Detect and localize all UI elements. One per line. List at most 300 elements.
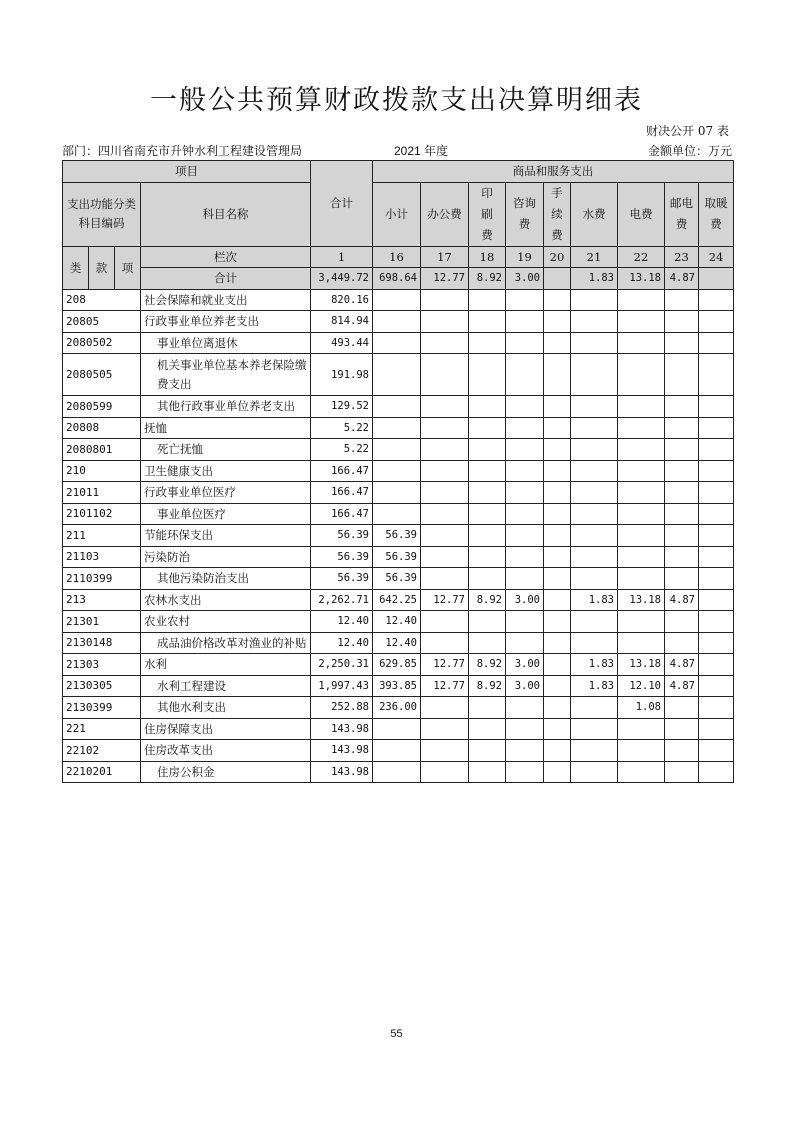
amount-cell <box>506 439 544 461</box>
amount-cell: 8.92 <box>469 589 506 611</box>
amount-cell <box>544 311 571 333</box>
amount-cell <box>469 697 506 719</box>
table-row <box>63 396 734 418</box>
amount-cell <box>571 546 618 568</box>
amount-cell <box>506 503 544 525</box>
amount-cell <box>665 761 699 783</box>
header-subject-name: 科目名称 <box>141 182 311 246</box>
amount-cell <box>665 354 699 396</box>
amount-cell <box>421 503 469 525</box>
amount-cell <box>544 761 571 783</box>
amount-cell <box>373 482 421 504</box>
amount-cell <box>506 332 544 354</box>
amount-cell <box>618 546 665 568</box>
total-cell: 3,449.72 <box>311 268 373 290</box>
amount-unit: 金额单位：万元 <box>647 144 732 158</box>
amount-cell <box>373 417 421 439</box>
table-row <box>63 740 734 762</box>
table-row <box>63 675 734 697</box>
header-water-fee: 水费 <box>571 182 618 246</box>
amount-cell <box>571 396 618 418</box>
subject-name-cell: 机关事业单位基本养老保险缴费支出 <box>141 354 311 396</box>
amount-cell <box>373 396 421 418</box>
total-cell <box>699 268 734 290</box>
amount-cell: 56.39 <box>373 568 421 590</box>
table-row <box>63 332 734 354</box>
amount-cell <box>618 740 665 762</box>
table-row <box>63 525 734 547</box>
amount-cell <box>469 417 506 439</box>
amount-cell: 2,262.71 <box>311 589 373 611</box>
amount-cell: 493.44 <box>311 332 373 354</box>
amount-cell: 12.40 <box>373 611 421 633</box>
amount-cell: 1,997.43 <box>311 675 373 697</box>
amount-cell <box>665 503 699 525</box>
total-cell: 4.87 <box>665 268 699 290</box>
column-number-cell: 16 <box>373 246 421 268</box>
total-cell: 12.77 <box>421 268 469 290</box>
amount-cell <box>699 761 734 783</box>
amount-cell <box>618 460 665 482</box>
subject-code-cell: 2130148 <box>63 632 141 654</box>
amount-cell: 56.39 <box>373 546 421 568</box>
table-row <box>63 568 734 590</box>
amount-cell: 2,250.31 <box>311 654 373 676</box>
amount-cell <box>618 289 665 311</box>
subject-name-cell: 住房改革支出 <box>141 740 311 762</box>
amount-cell: 12.40 <box>373 632 421 654</box>
amount-cell <box>469 611 506 633</box>
amount-cell <box>421 740 469 762</box>
amount-cell <box>506 697 544 719</box>
amount-cell: 1.83 <box>571 675 618 697</box>
amount-cell <box>506 546 544 568</box>
amount-cell: 56.39 <box>311 546 373 568</box>
amount-cell <box>544 396 571 418</box>
amount-cell <box>373 718 421 740</box>
amount-cell <box>373 740 421 762</box>
header-printing-fee: 印刷费 <box>469 182 506 246</box>
amount-cell <box>618 482 665 504</box>
amount-cell <box>421 332 469 354</box>
amount-cell <box>544 568 571 590</box>
subject-name-cell: 污染防治 <box>141 546 311 568</box>
amount-cell <box>544 482 571 504</box>
table-row <box>63 482 734 504</box>
subject-code-cell: 2080502 <box>63 332 141 354</box>
amount-cell <box>665 311 699 333</box>
amount-cell <box>544 654 571 676</box>
table-row <box>63 718 734 740</box>
subject-code-cell: 20808 <box>63 417 141 439</box>
amount-cell <box>373 332 421 354</box>
header-postal-fee: 邮电费 <box>665 182 699 246</box>
header-handling-fee: 手续费 <box>544 182 571 246</box>
amount-cell <box>544 611 571 633</box>
amount-cell <box>699 332 734 354</box>
fiscal-year: 2021 年度 <box>394 144 449 158</box>
amount-cell <box>373 761 421 783</box>
table-row <box>63 589 734 611</box>
subject-code-cell: 210 <box>63 460 141 482</box>
amount-cell <box>571 697 618 719</box>
amount-cell <box>469 311 506 333</box>
column-number-cell: 17 <box>421 246 469 268</box>
header-total: 合计 <box>311 161 373 247</box>
amount-cell <box>506 289 544 311</box>
amount-cell: 56.39 <box>311 525 373 547</box>
amount-cell <box>421 460 469 482</box>
amount-cell <box>571 503 618 525</box>
total-cell: 13.18 <box>618 268 665 290</box>
amount-cell <box>469 718 506 740</box>
amount-cell <box>469 482 506 504</box>
amount-cell <box>618 503 665 525</box>
amount-cell <box>506 611 544 633</box>
subject-name-cell: 社会保障和就业支出 <box>141 289 311 311</box>
amount-cell: 166.47 <box>311 460 373 482</box>
amount-cell <box>469 354 506 396</box>
amount-cell <box>469 460 506 482</box>
amount-cell <box>571 482 618 504</box>
header-heji: 合计 <box>141 268 311 290</box>
subject-name-cell: 住房公积金 <box>141 761 311 783</box>
amount-cell <box>699 503 734 525</box>
subject-code-cell: 21103 <box>63 546 141 568</box>
table-row <box>63 697 734 719</box>
amount-cell <box>506 354 544 396</box>
amount-cell: 1.83 <box>571 589 618 611</box>
amount-cell <box>699 525 734 547</box>
amount-cell <box>618 439 665 461</box>
subject-name-cell: 其他行政事业单位养老支出 <box>141 396 311 418</box>
amount-cell <box>421 697 469 719</box>
header-func-class-line2: 科目编码 <box>78 216 125 230</box>
amount-cell <box>665 697 699 719</box>
header-lanci: 栏次 <box>141 246 311 268</box>
amount-cell: 12.40 <box>311 611 373 633</box>
header-heating-fee: 取暖费 <box>699 182 734 246</box>
amount-cell <box>544 697 571 719</box>
subject-code-cell: 2101102 <box>63 503 141 525</box>
amount-cell <box>571 417 618 439</box>
amount-cell <box>544 546 571 568</box>
subject-name-cell: 行政事业单位医疗 <box>141 482 311 504</box>
amount-cell <box>618 761 665 783</box>
table-row <box>63 311 734 333</box>
total-cell <box>544 268 571 290</box>
amount-cell <box>571 718 618 740</box>
amount-cell: 393.85 <box>373 675 421 697</box>
amount-cell <box>665 396 699 418</box>
amount-cell <box>544 740 571 762</box>
subject-code-cell: 21011 <box>63 482 141 504</box>
amount-cell <box>665 546 699 568</box>
amount-cell <box>373 460 421 482</box>
subject-name-cell: 卫生健康支出 <box>141 460 311 482</box>
amount-cell <box>506 311 544 333</box>
amount-cell <box>506 718 544 740</box>
amount-cell <box>699 568 734 590</box>
amount-cell <box>373 503 421 525</box>
amount-cell <box>373 439 421 461</box>
amount-cell <box>506 740 544 762</box>
subject-name-cell: 事业单位医疗 <box>141 503 311 525</box>
amount-cell <box>544 525 571 547</box>
amount-cell <box>699 354 734 396</box>
column-number-cell: 22 <box>618 246 665 268</box>
amount-cell: 236.00 <box>373 697 421 719</box>
amount-cell <box>699 611 734 633</box>
column-number-cell: 18 <box>469 246 506 268</box>
amount-cell <box>544 289 571 311</box>
amount-cell <box>469 332 506 354</box>
amount-cell <box>699 482 734 504</box>
table-row <box>63 460 734 482</box>
amount-cell <box>618 611 665 633</box>
header-kuan: 款 <box>89 246 115 289</box>
amount-cell <box>571 525 618 547</box>
amount-cell <box>618 525 665 547</box>
amount-cell <box>665 289 699 311</box>
header-lei: 类 <box>63 246 89 289</box>
subject-code-cell: 2110399 <box>63 568 141 590</box>
amount-cell <box>544 632 571 654</box>
subject-code-cell: 21303 <box>63 654 141 676</box>
amount-cell <box>544 354 571 396</box>
subject-code-cell: 213 <box>63 589 141 611</box>
subject-code-cell: 2080801 <box>63 439 141 461</box>
amount-cell <box>421 761 469 783</box>
header-project: 项目 <box>63 161 311 183</box>
amount-cell: 252.88 <box>311 697 373 719</box>
amount-cell <box>571 632 618 654</box>
table-row <box>63 503 734 525</box>
amount-cell <box>665 568 699 590</box>
subject-name-cell: 其他水利支出 <box>141 697 311 719</box>
amount-cell <box>544 718 571 740</box>
amount-cell: 4.87 <box>665 654 699 676</box>
subject-code-cell: 2210201 <box>63 761 141 783</box>
table-row <box>63 546 734 568</box>
expenditure-table <box>62 160 734 783</box>
amount-cell: 166.47 <box>311 503 373 525</box>
amount-cell <box>373 354 421 396</box>
amount-cell: 8.92 <box>469 675 506 697</box>
subject-code-cell: 22102 <box>63 740 141 762</box>
subject-name-cell: 抚恤 <box>141 417 311 439</box>
amount-cell <box>469 396 506 418</box>
amount-cell: 12.10 <box>618 675 665 697</box>
amount-cell <box>665 740 699 762</box>
amount-cell <box>665 417 699 439</box>
amount-cell <box>469 546 506 568</box>
amount-cell <box>699 654 734 676</box>
amount-cell <box>665 332 699 354</box>
subject-code-cell: 20805 <box>63 311 141 333</box>
form-number: 财决公开 07 表 <box>646 124 729 138</box>
amount-cell <box>469 525 506 547</box>
amount-cell <box>571 311 618 333</box>
amount-cell <box>618 568 665 590</box>
amount-cell <box>421 546 469 568</box>
amount-cell <box>469 568 506 590</box>
column-number-cell: 19 <box>506 246 544 268</box>
amount-cell <box>421 632 469 654</box>
page-number: 55 <box>390 1028 403 1040</box>
amount-cell <box>421 718 469 740</box>
page-title: 一般公共预算财政拨款支出决算明细表 <box>150 85 643 116</box>
amount-cell <box>469 761 506 783</box>
amount-cell <box>421 482 469 504</box>
amount-cell: 143.98 <box>311 718 373 740</box>
column-number-cell: 20 <box>544 246 571 268</box>
amount-cell: 820.16 <box>311 289 373 311</box>
subject-name-cell: 节能环保支出 <box>141 525 311 547</box>
column-number-cell: 1 <box>311 246 373 268</box>
amount-cell: 3.00 <box>506 675 544 697</box>
amount-cell <box>421 396 469 418</box>
department-label: 部门：四川省南充市升钟水利工程建设管理局 <box>62 144 303 158</box>
amount-cell <box>469 503 506 525</box>
amount-cell: 3.00 <box>506 654 544 676</box>
amount-cell <box>665 718 699 740</box>
amount-cell <box>421 289 469 311</box>
amount-cell: 56.39 <box>311 568 373 590</box>
amount-cell: 56.39 <box>373 525 421 547</box>
table-row <box>63 354 734 396</box>
amount-cell <box>618 632 665 654</box>
amount-cell <box>665 632 699 654</box>
amount-cell <box>506 525 544 547</box>
amount-cell: 4.87 <box>665 589 699 611</box>
subject-name-cell: 其他污染防治支出 <box>141 568 311 590</box>
amount-cell <box>544 417 571 439</box>
amount-cell: 143.98 <box>311 761 373 783</box>
amount-cell <box>421 311 469 333</box>
amount-cell: 12.77 <box>421 589 469 611</box>
total-cell: 698.64 <box>373 268 421 290</box>
amount-cell <box>506 396 544 418</box>
amount-cell <box>618 417 665 439</box>
amount-cell <box>506 482 544 504</box>
amount-cell <box>699 697 734 719</box>
amount-cell <box>373 289 421 311</box>
amount-cell: 3.00 <box>506 589 544 611</box>
subject-code-cell: 2080599 <box>63 396 141 418</box>
amount-cell <box>699 740 734 762</box>
amount-cell: 1.08 <box>618 697 665 719</box>
amount-cell <box>665 439 699 461</box>
amount-cell <box>699 460 734 482</box>
table-row <box>63 761 734 783</box>
amount-cell <box>469 632 506 654</box>
table-row <box>63 632 734 654</box>
amount-cell <box>699 311 734 333</box>
amount-cell <box>544 675 571 697</box>
subject-code-cell: 2130305 <box>63 675 141 697</box>
amount-cell <box>469 439 506 461</box>
amount-cell: 642.25 <box>373 589 421 611</box>
subject-code-cell: 211 <box>63 525 141 547</box>
amount-cell <box>571 439 618 461</box>
amount-cell: 12.77 <box>421 675 469 697</box>
header-office-fee: 办公费 <box>421 182 469 246</box>
column-number-cell: 23 <box>665 246 699 268</box>
table-row <box>63 417 734 439</box>
table-row <box>63 439 734 461</box>
subject-name-cell: 住房保障支出 <box>141 718 311 740</box>
amount-cell <box>544 460 571 482</box>
amount-cell: 12.40 <box>311 632 373 654</box>
amount-cell <box>618 718 665 740</box>
subject-code-cell: 21301 <box>63 611 141 633</box>
amount-cell: 5.22 <box>311 417 373 439</box>
amount-cell <box>618 354 665 396</box>
subject-name-cell: 死亡抚恤 <box>141 439 311 461</box>
amount-cell <box>699 718 734 740</box>
amount-cell <box>421 354 469 396</box>
total-cell: 1.83 <box>571 268 618 290</box>
amount-cell <box>571 568 618 590</box>
amount-cell: 13.18 <box>618 654 665 676</box>
amount-cell <box>571 611 618 633</box>
amount-cell <box>571 354 618 396</box>
subject-code-cell: 208 <box>63 289 141 311</box>
subject-name-cell: 行政事业单位养老支出 <box>141 311 311 333</box>
amount-cell <box>506 632 544 654</box>
subject-code-cell: 2130399 <box>63 697 141 719</box>
amount-cell <box>699 396 734 418</box>
amount-cell <box>421 417 469 439</box>
amount-cell <box>699 675 734 697</box>
amount-cell <box>571 460 618 482</box>
table-row <box>63 654 734 676</box>
amount-cell <box>665 460 699 482</box>
subject-code-cell: 2080505 <box>63 354 141 396</box>
header-xiang: 项 <box>115 246 141 289</box>
amount-cell <box>665 525 699 547</box>
amount-cell <box>421 525 469 547</box>
amount-cell <box>544 439 571 461</box>
amount-cell: 1.83 <box>571 654 618 676</box>
subject-name-cell: 水利 <box>141 654 311 676</box>
table-row <box>63 289 734 311</box>
total-cell: 3.00 <box>506 268 544 290</box>
amount-cell <box>618 311 665 333</box>
amount-cell <box>699 589 734 611</box>
amount-cell <box>373 311 421 333</box>
amount-cell: 4.87 <box>665 675 699 697</box>
amount-cell <box>544 503 571 525</box>
amount-cell: 12.77 <box>421 654 469 676</box>
column-number-cell: 24 <box>699 246 734 268</box>
amount-cell <box>469 289 506 311</box>
header-goods-services: 商品和服务支出 <box>373 161 734 183</box>
subject-name-cell: 农业农村 <box>141 611 311 633</box>
amount-cell <box>469 740 506 762</box>
header-func-class-line1: 支出功能分类 <box>67 197 136 211</box>
total-cell: 8.92 <box>469 268 506 290</box>
amount-cell: 8.92 <box>469 654 506 676</box>
amount-cell <box>421 439 469 461</box>
amount-cell <box>699 439 734 461</box>
table-row <box>63 611 734 633</box>
amount-cell: 129.52 <box>311 396 373 418</box>
amount-cell <box>506 417 544 439</box>
amount-cell <box>618 332 665 354</box>
amount-cell <box>618 396 665 418</box>
